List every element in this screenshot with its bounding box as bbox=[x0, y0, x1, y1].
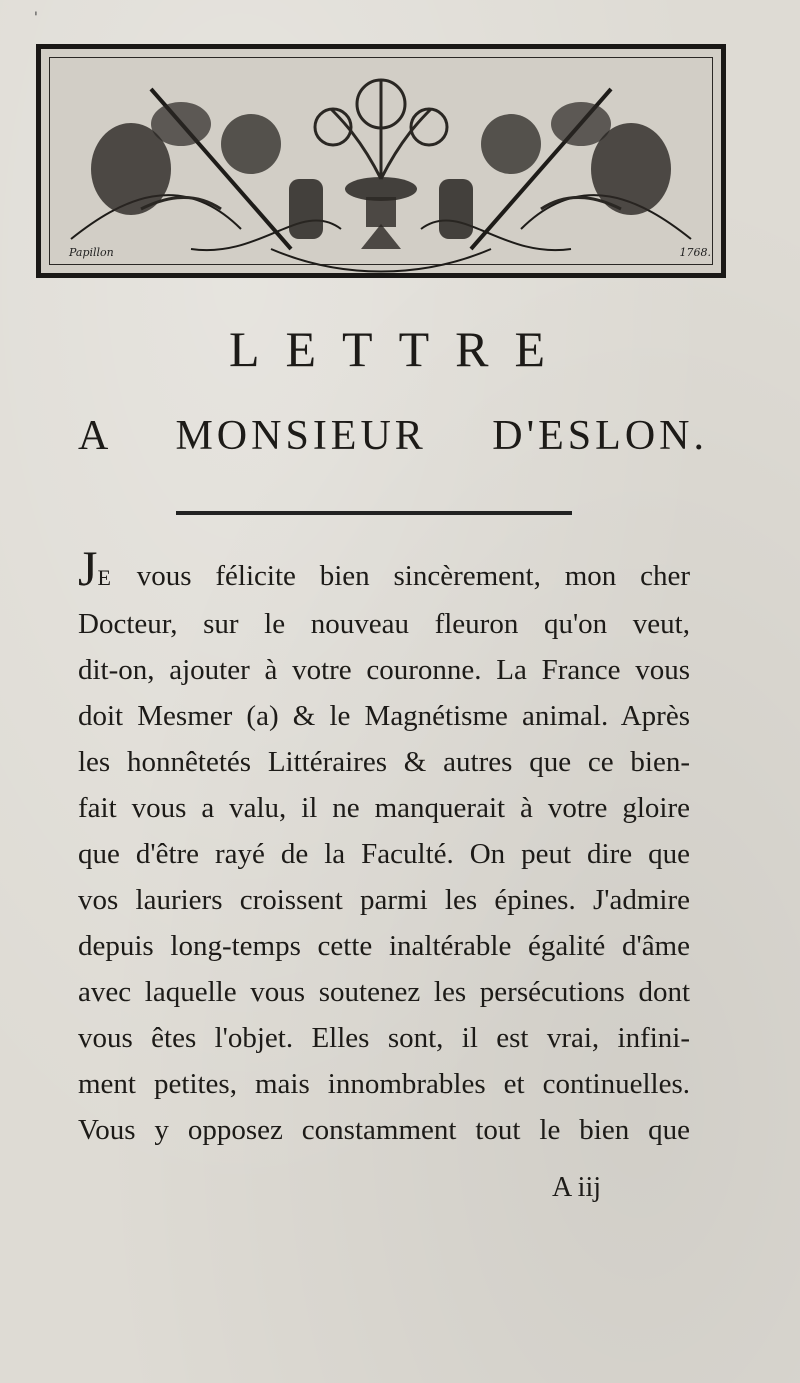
body-line-11: vous êtes l'objet. Elles sont, il est vrai, infini- bbox=[78, 1022, 690, 1054]
body-line-6: fait vous a valu, il ne manquerait à votre gloire bbox=[78, 792, 690, 824]
page-corner-mark: ' bbox=[34, 10, 38, 26]
floral-ornament-illustration bbox=[41, 49, 721, 273]
body-line-1-text: vous félicite bien sincèrement, mon cher bbox=[112, 560, 690, 592]
body-line-8: vos lauriers croissent parmi les épines. J'admire bbox=[78, 884, 690, 916]
signature-mark: A iij bbox=[552, 1172, 602, 1203]
letter-body bbox=[78, 540, 690, 1153]
body-line-1 bbox=[78, 540, 690, 601]
page-title: LETTRE bbox=[228, 321, 572, 377]
ornamental-headpiece bbox=[36, 44, 726, 278]
body-line-2: Docteur, sur le nouveau fleuron qu'on veut, bbox=[78, 608, 690, 640]
engraver-signature: Papillon bbox=[69, 246, 114, 259]
title-rule bbox=[176, 511, 572, 515]
body-line-4: doit Mesmer (a) & le Magnétisme animal. Après bbox=[78, 700, 690, 732]
body-line-13: Vous y opposez constamment tout le bien que bbox=[78, 1114, 690, 1146]
page-subtitle: A MONSIEUR D'ESLON. bbox=[78, 413, 708, 459]
body-line-10: avec laquelle vous soutenez les persécutions dont bbox=[78, 976, 690, 1008]
body-line-9: depuis long-temps cette inaltérable égalité d'âme bbox=[78, 930, 690, 962]
body-line-5: les honnêtetés Littéraires & autres que ce bien- bbox=[78, 746, 690, 778]
body-line-7: que d'être rayé de la Faculté. On peut dire que bbox=[78, 838, 690, 870]
small-cap: E bbox=[97, 565, 113, 590]
drop-cap: J bbox=[78, 540, 98, 596]
engraving-year: 1768. bbox=[679, 246, 711, 259]
body-line-3: dit-on, ajouter à votre couronne. La France vous bbox=[78, 654, 690, 686]
body-line-12: ment petites, mais innombrables et continuelles. bbox=[78, 1068, 690, 1100]
